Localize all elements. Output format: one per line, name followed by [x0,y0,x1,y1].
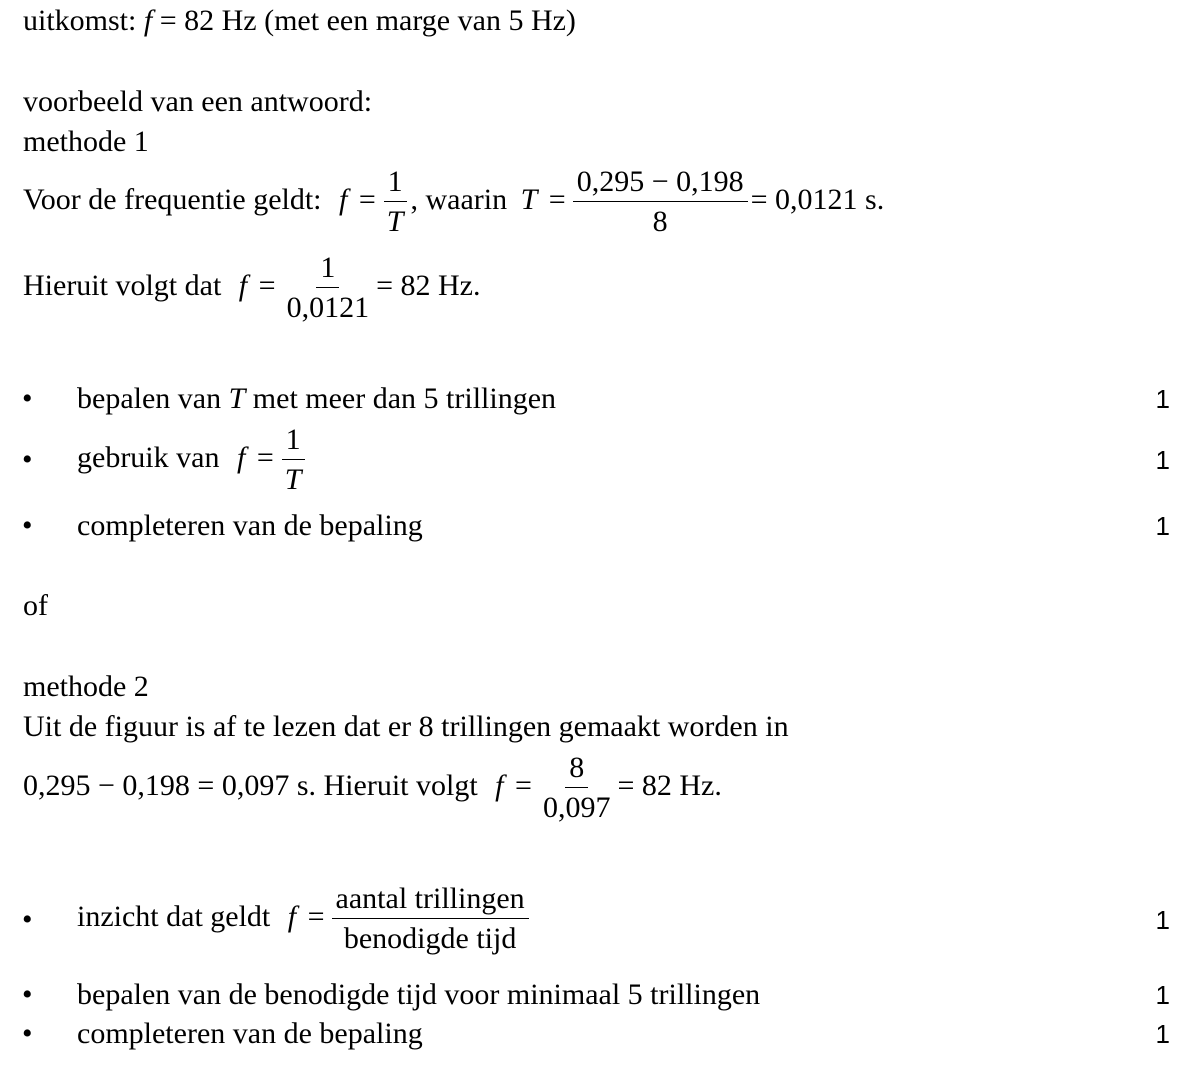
criterion-points: 1 [1155,445,1170,475]
fraction-numerator: 0,295 − 0,198 [573,166,748,202]
formula-var-f: f [339,182,348,216]
criterion-text: bepalen van de benodigde tijd voor minimaal 5 trillingen [77,978,761,1011]
criterion-text-part: met meer dan 5 trillingen [252,382,557,415]
bullet-icon: • [22,509,33,542]
formula-var-f: f [236,440,246,474]
outcome-label: uitkomst: [23,4,137,37]
formula-equals: = [258,268,276,302]
fraction-numerator: 1 [282,424,305,460]
example-heading: voorbeeld van een antwoord: [23,85,373,118]
fraction-denominator: 0,097 [542,791,611,824]
bullet-icon: • [22,1017,33,1050]
criterion-text: completeren van de bepaling [77,1017,423,1050]
formula-var-f: f [238,268,248,302]
formula-text: , waarin [410,182,508,216]
bullet-icon: • [22,978,33,1011]
method-2-result-formula [23,752,722,824]
outcome-line [23,4,576,38]
method-1-title: methode 1 [23,125,149,158]
criterion-var: T [228,382,246,415]
fraction-period [573,166,748,238]
criterion-points: 1 [1155,1019,1170,1049]
fraction-denominator: 8 [652,205,668,238]
fraction-denominator: 0,0121 [286,291,370,324]
formula-text: 0,295 − 0,198 = 0,097 s. Hieruit volgt [23,768,478,802]
fraction-numerator: 1 [316,252,339,288]
formula-result: = 82 Hz. [376,268,481,302]
fraction-denominator: T [284,463,302,496]
fraction-8-over-time [539,752,615,824]
formula-var-T: T [520,182,538,216]
bullet-icon: • [22,382,33,415]
criterion-points: 1 [1155,905,1170,935]
criterion-text [77,883,532,955]
fraction-numerator: 8 [565,752,588,788]
formula-text: Hieruit volgt dat [23,268,222,302]
criterion-points: 1 [1155,384,1170,414]
fraction-1-over-T [383,166,408,238]
criterion-text-part: gebruik van [77,440,220,474]
method-2-title: methode 2 [23,670,149,703]
fraction-1-over-period [283,252,374,324]
bullet-icon: • [22,443,33,476]
formula-equals: = [256,440,274,474]
fraction-numerator: 1 [384,166,407,202]
criterion-points: 1 [1155,980,1170,1010]
or-separator: of [23,589,48,622]
formula-equals: = [307,899,325,933]
fraction-oscillations-over-time [332,883,529,955]
bullet-icon: • [22,903,33,936]
formula-equals: = [358,182,376,216]
outcome-variable: f [143,4,153,37]
formula-equals: = [548,182,566,216]
formula-var-f: f [287,899,297,933]
formula-result: = 82 Hz. [617,768,722,802]
criterion-text-part: inzicht dat geldt [77,899,271,933]
criterion-points: 1 [1155,511,1170,541]
fraction-1-over-T [281,424,306,496]
criterion-text-part: bepalen van [77,382,222,415]
criterion-text: completeren van de bepaling [77,509,423,542]
criterion-text [77,424,308,496]
fraction-numerator: aantal trillingen [332,883,529,919]
fraction-denominator: T [386,205,404,238]
fraction-denominator: benodigde tijd [343,922,517,955]
criterion-text [77,382,556,416]
method-1-result-formula [23,252,480,324]
method-2-description: Uit de figuur is af te lezen dat er 8 trillingen gemaakt worden in [23,710,789,743]
formula-text: Voor de frequentie geldt: [23,182,322,216]
formula-result: = 0,0121 s. [750,182,885,216]
outcome-value: = 82 Hz (met een marge van 5 Hz) [159,4,576,37]
formula-var-f: f [495,768,504,802]
method-1-frequency-formula [23,166,884,238]
formula-equals: = [515,768,532,802]
